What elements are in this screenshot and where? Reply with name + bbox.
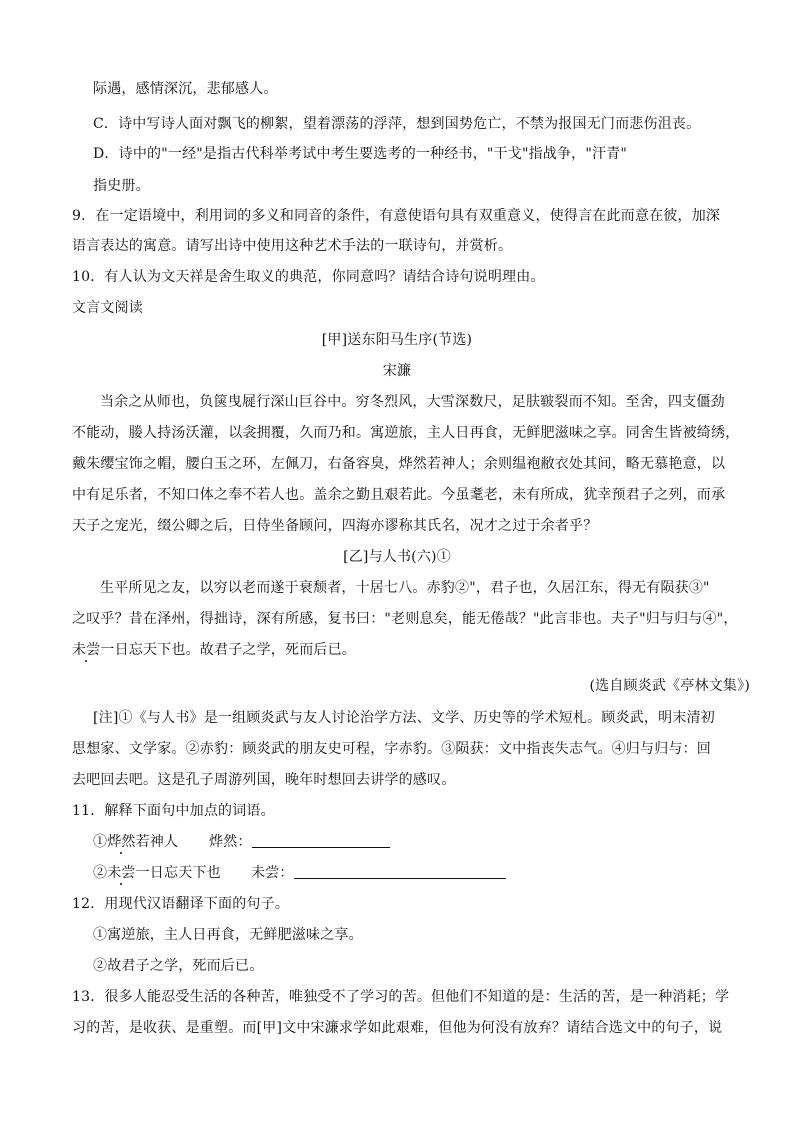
question-9-continuation: 语言表达的寓意。请写出诗中使用这种艺术手法的一联诗句，并赏析。 bbox=[72, 238, 513, 254]
question-12-item-2: ②故君子之学，死而后已。 bbox=[93, 958, 264, 974]
passage-b-title: [乙]与人书(六)① bbox=[343, 549, 451, 565]
passage-a-line: 中有足乐者，不知口体之奉不若人也。盖余之勤且艰若此。今虽耄老，未有所成，犹幸预君子之列，而承 bbox=[72, 487, 726, 503]
passage-a-author: 宋濂 bbox=[382, 363, 412, 379]
item-text: 若神人 bbox=[135, 834, 179, 850]
question-12-item-1: ①寓逆旅，主人日再食，无鲜肥滋味之享。 bbox=[93, 927, 363, 943]
dotted-word: 未尝 bbox=[72, 642, 101, 658]
option-c: C．诗中写诗人面对飘飞的柳絮，望着漂荡的浮萍，想到国势危亡，不禁为报国无门而悲伤沮丧。 bbox=[93, 116, 701, 132]
question-10: 10．有人认为文天祥是舍生取义的典范，你同意吗？请结合诗句说明理由。 bbox=[72, 269, 545, 285]
question-11-item-1 bbox=[93, 832, 178, 852]
dotted-word: 未尝 bbox=[107, 865, 136, 881]
question-11-item-2 bbox=[93, 863, 221, 883]
source-citation: (选自顾炎武《亭林文集》) bbox=[589, 678, 750, 694]
passage-b-line: 之叹乎？昔在泽州，得拙诗，深有所感，复书曰："老则息矣，能无倦哉？"此言非也。夫子"归与归与④"， bbox=[72, 611, 738, 627]
question-11-item-2-prompt bbox=[251, 863, 506, 883]
option-b-continuation: 际遇，感情深沉，悲郁感人。 bbox=[93, 81, 278, 97]
passage-a-line: 戴朱缨宝饰之帽，腰白玉之环，左佩刀，右备容臭，烨然若神人；余则缊袍敝衣处其间，略无慕艳意，以 bbox=[72, 456, 726, 472]
answer-label: 未尝： bbox=[251, 865, 294, 881]
passage-b-line: 生平所见之友，以穷以老而遂于衰颓者，十居七八。赤豹②"，君子也，久居江东，得无有陨获③" bbox=[100, 580, 710, 596]
answer-blank[interactable] bbox=[252, 833, 390, 848]
question-11-item-1-prompt bbox=[209, 832, 390, 852]
item-text: 一日忘天下也 bbox=[135, 865, 221, 881]
passage-a-title: [甲]送东阳马生序(节选) bbox=[321, 332, 473, 348]
passage-a-line: 不能动，媵人持汤沃灌，以衾拥覆，久而乃和。寓逆旅，主人日再食，无鲜肥滋味之享。同舍生皆被绮绣， bbox=[72, 425, 740, 441]
passage-b-line bbox=[72, 640, 356, 660]
question-13-continuation: 习的苦，是收获、是重塑。而[甲]文中宋濂求学如此艰难，但他为何没有放弃？请结合选文中的句子，说 bbox=[72, 1020, 723, 1036]
dotted-word: 烨然 bbox=[107, 834, 136, 850]
annotation-line: [注]①《与人书》是一组顾炎武与友人讨论治学方法、文学、历史等的学术短札。顾炎武，明末清初 bbox=[93, 710, 715, 726]
passage-a-line: 当余之从师也，负箧曳屣行深山巨谷中。穷冬烈风，大雪深数尺，足肤皲裂而不知。至舍，四支僵劲 bbox=[100, 394, 725, 410]
passage-a-line: 天子之宠光，缀公卿之后，日侍坐备顾问，四海亦谬称其氏名，况才之过于余者乎？ bbox=[72, 518, 598, 534]
question-9: 9．在一定语境中，利用词的多义和同音的条件，有意使语句具有双重意义，使得言在此而意在彼，加深 bbox=[72, 208, 721, 224]
section-heading: 文言文阅读 bbox=[72, 300, 143, 316]
question-12: 12．用现代汉语翻译下面的句子。 bbox=[72, 896, 290, 912]
option-d-continuation: 指史册。 bbox=[93, 178, 150, 194]
answer-label: 烨然： bbox=[209, 834, 252, 850]
passage-b-text: 一日忘天下也。故君子之学，死而后已。 bbox=[100, 642, 357, 658]
answer-blank[interactable] bbox=[294, 864, 506, 879]
annotation-line: 去吧回去吧。这是孔子周游列国，晚年时想回去讲学的感叹。 bbox=[72, 772, 456, 788]
item-marker: ② bbox=[93, 865, 108, 881]
item-marker: ① bbox=[93, 834, 108, 850]
question-11: 11．解释下面句中加点的词语。 bbox=[72, 803, 275, 819]
annotation-line: 思想家、文学家。②赤豹：顾炎武的朋友史可程，字赤豹。③陨获：文中指丧失志气。④归与归与：回 bbox=[72, 741, 711, 757]
option-d: D．诗中的"一经"是指古代科举考试中考生要选考的一种经书，"干戈"指战争，"汗青" bbox=[93, 146, 628, 162]
question-13: 13．很多人能忍受生活的各种苦，唯独受不了学习的苦。但他们不知道的是：生活的苦，是一种消耗；学 bbox=[72, 989, 730, 1005]
